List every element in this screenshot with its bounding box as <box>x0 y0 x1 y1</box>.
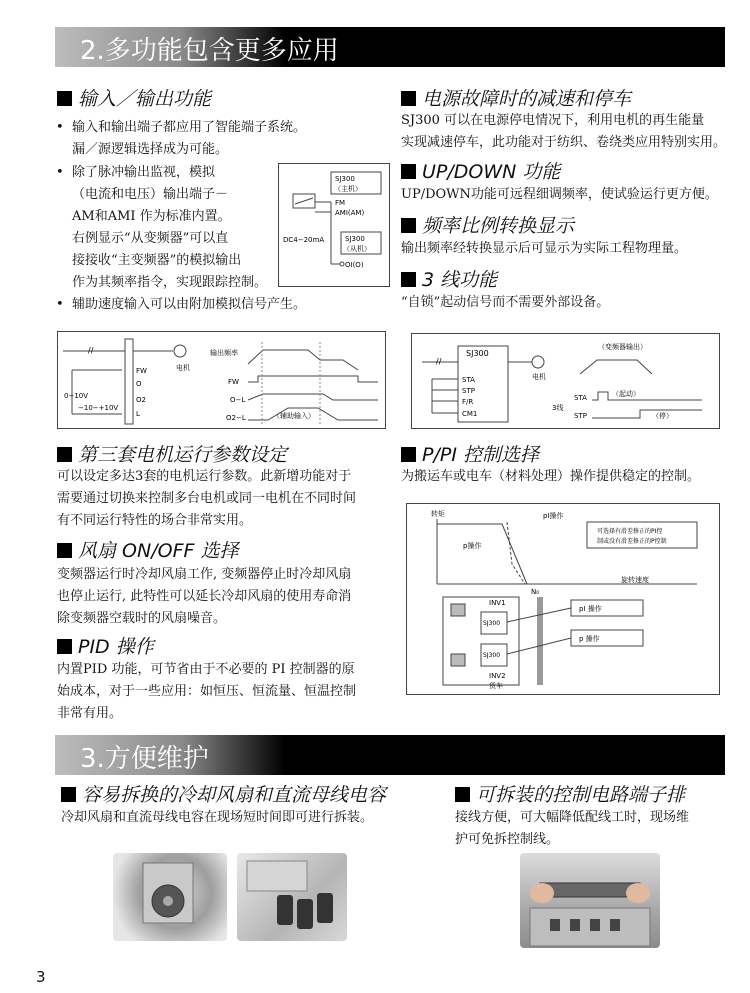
fig-master-label: SJ300 <box>335 175 355 183</box>
fig-fm-label: FM <box>335 199 346 207</box>
left-fig-to2l: O2−L <box>226 414 246 422</box>
left-fig-range2: −10−+10V <box>78 404 119 412</box>
right-fig-fr: F/R <box>462 398 474 406</box>
io-b2-line: 右例显示“从变频器”可以直 <box>72 231 229 246</box>
ppi-heading-text: P/PI 控制选择 <box>422 444 539 466</box>
heading-square-icon <box>401 218 416 233</box>
maint-heading-1 <box>61 780 386 807</box>
fig-ami-label: AMI(AM) <box>335 209 365 217</box>
io-b2-line: （电流和电压）输出端子－ <box>72 187 229 202</box>
fan-text <box>57 564 351 630</box>
maint-text-2 <box>455 807 689 851</box>
io-heading-text: 输入／输出功能 <box>78 88 212 110</box>
pid-line: 非常有用。 <box>57 706 123 721</box>
left-fig-tol: O−L <box>230 396 246 404</box>
third-heading <box>57 440 287 467</box>
three-text <box>401 292 609 314</box>
right-fig-stp: STP <box>462 387 475 395</box>
maint-t2-line: 接线方便，可大幅降低配线工时，现场维 <box>455 810 690 825</box>
bullet-icon: • <box>56 297 64 312</box>
ppi-note2: 制或没有滑差修正的P控制 <box>597 538 667 545</box>
left-fig-aux: （辅助输入） <box>273 412 315 420</box>
maint-t1-line: 冷却风扇和直流母线电容在现场短时间即可进行拆装。 <box>61 810 374 825</box>
heading-square-icon <box>401 164 416 179</box>
fig-slave-sub: （从机） <box>343 245 371 253</box>
fan-removal-photo <box>113 853 227 941</box>
section-3-title: 3.方便维护 <box>80 744 209 774</box>
left-fig-motor-label: 电机 <box>176 364 190 372</box>
pid-heading <box>57 632 154 659</box>
section-2-banner <box>55 27 725 67</box>
ppi-note1: 可选择有滑差修正的PI控 <box>597 528 663 535</box>
ppi-figure <box>406 503 720 695</box>
ratio-heading-text: 频率比例转换显示 <box>422 215 575 237</box>
right-fig-stop: （停） <box>652 412 673 420</box>
left-fig-fw: FW <box>136 367 147 375</box>
io-bullet-2 <box>56 162 268 294</box>
ppi-sj1: SJ300 <box>483 620 501 627</box>
ppi-sj2: SJ300 <box>483 652 501 659</box>
heading-square-icon <box>57 447 72 462</box>
ratio-text <box>401 238 687 260</box>
ppi-speed: 旋转速度 <box>621 576 649 584</box>
right-fig-tsta: STA <box>574 394 587 402</box>
maint-t2-line: 护可免拆控制线。 <box>455 832 560 847</box>
ppi-pi-op: pI操作 <box>543 512 564 520</box>
pid-line: 始成本，对于一些应用：如恒压、恒流量、恒温控制 <box>57 684 357 699</box>
third-line: 需要通过切换来控制多台电机或同一电机在不同时间 <box>57 491 357 506</box>
third-text <box>57 466 356 532</box>
maint-h2-text: 可拆装的控制电路端子排 <box>476 784 686 806</box>
ppi-torque: 转矩 <box>431 510 445 518</box>
heading-square-icon <box>57 639 72 654</box>
maint-text-1 <box>61 807 373 829</box>
master-slave-svg <box>279 164 389 286</box>
left-fig-outfreq: 输出频率 <box>210 349 238 357</box>
page-number: 3 <box>36 968 46 986</box>
heading-square-icon <box>401 272 416 287</box>
three-wire-svg <box>412 334 719 428</box>
power-line: 实现减速停车，此功能对于纺织、卷绕类应用特别实用。 <box>401 135 727 150</box>
ppi-line: 为搬运车或电车（材料处理）操作提供稳定的控制。 <box>401 469 701 484</box>
fan-line: 变频器运行时冷却风扇工作, 变频器停止时冷却风扇 <box>57 567 352 582</box>
left-fig-tfw: FW <box>228 378 239 386</box>
ratio-heading <box>401 211 574 238</box>
capacitor-photo-svg <box>237 853 347 941</box>
fig-oi-label: OI(O) <box>345 261 364 269</box>
ppi-p-label: p 操作 <box>579 635 600 643</box>
left-fig-range1: 0−10V <box>64 392 89 400</box>
pid-heading-text: PID 操作 <box>78 636 154 658</box>
power-heading-text: 电源故障时的减速和停车 <box>422 88 632 110</box>
power-text <box>401 110 726 154</box>
io-bullet-3 <box>56 294 307 316</box>
heading-square-icon <box>61 787 76 802</box>
right-fig-invout: （变频器输出） <box>598 343 647 351</box>
io-b1-line: 输入和输出端子都应用了智能端子系统。 <box>72 120 307 135</box>
io-b2-line: 除了脉冲输出监视，模拟 <box>72 165 216 180</box>
left-fig-l: L <box>136 410 140 418</box>
third-line: 有不同运行特性的场合非常实用。 <box>57 513 253 528</box>
heading-square-icon <box>57 91 72 106</box>
right-fig-3line: 3线 <box>552 404 564 412</box>
io-heading <box>57 84 211 111</box>
left-fig-o2: O2 <box>136 396 146 404</box>
io-b2-line: 接接收“主变频器”的模拟输出 <box>72 253 242 268</box>
fig-dc-label: DC4−20mA <box>283 236 325 244</box>
ppi-heading <box>401 440 539 467</box>
three-wire-figure <box>411 333 720 429</box>
third-line: 可以设定多达3套的电机运行参数。此新增功能对于 <box>57 469 352 484</box>
ppi-inv1: INV1 <box>489 599 506 607</box>
third-heading-text: 第三套电机运行参数设定 <box>78 444 288 466</box>
power-line: SJ300 可以在电源停电情况下，利用电机的再生能量 <box>401 113 705 128</box>
ppi-p-op: p操作 <box>463 542 482 550</box>
ppi-n0: N₀ <box>531 588 540 596</box>
analog-input-figure <box>57 331 386 429</box>
ppi-cart: 货车 <box>489 682 503 690</box>
updown-heading <box>401 157 560 184</box>
three-line: “自锁”起动信号而不需要外部设备。 <box>401 295 610 310</box>
fig-master-sub: （主机） <box>334 185 362 193</box>
ppi-inv2: INV2 <box>489 672 506 680</box>
ppi-pi-label: pI 操作 <box>579 605 602 613</box>
updown-text <box>401 184 718 206</box>
three-heading-text: 3 线功能 <box>422 269 498 291</box>
ppi-text <box>401 466 700 488</box>
right-fig-sj: SJ300 <box>466 349 489 358</box>
svg-text://: // <box>436 357 442 366</box>
section-3-banner <box>55 735 725 775</box>
io-b2-line: 作为其频率指令，实现跟踪控制。 <box>72 275 268 290</box>
pid-line: 内置PID 功能，可节省由于不必要的 PI 控制器的原 <box>57 662 355 677</box>
section-2-title: 2.多功能包含更多应用 <box>80 36 339 66</box>
analog-input-svg <box>58 332 385 428</box>
pid-text <box>57 659 356 725</box>
right-fig-start: （起动） <box>612 390 640 398</box>
bullet-icon: • <box>56 120 64 135</box>
maint-heading-2 <box>455 780 685 807</box>
fan-heading-text: 风扇 ON/OFF 选择 <box>78 540 239 562</box>
fig-slave-label: SJ300 <box>345 235 365 243</box>
heading-square-icon <box>401 91 416 106</box>
maint-h1-text: 容易拆换的冷却风扇和直流母线电容 <box>82 784 387 806</box>
terminal-block-photo <box>520 853 660 948</box>
fan-line: 除变频器空载时的风扇噪音。 <box>57 611 227 626</box>
fan-photo-svg <box>113 853 227 941</box>
io-b3-line: 辅助速度输入可以由附加模拟信号产生。 <box>72 297 307 312</box>
right-fig-cm1: CM1 <box>462 410 478 418</box>
svg-text://: // <box>88 346 94 355</box>
fan-heading <box>57 536 238 563</box>
right-fig-sta: STA <box>462 376 475 384</box>
right-fig-motor: 电机 <box>532 373 546 381</box>
three-heading <box>401 265 497 292</box>
heading-square-icon <box>401 447 416 462</box>
capacitor-removal-photo <box>237 853 347 941</box>
heading-square-icon <box>57 543 72 558</box>
master-slave-figure <box>278 163 390 287</box>
left-fig-o: O <box>136 380 142 388</box>
power-heading <box>401 84 631 111</box>
bullet-icon: • <box>56 165 64 180</box>
ppi-svg <box>407 504 719 694</box>
io-bullet-1 <box>56 117 307 161</box>
updown-line: UP/DOWN功能可远程细调频率，使试验运行更方便。 <box>401 187 718 202</box>
io-b2-line: AM和AMI 作为标准内置。 <box>72 209 231 224</box>
io-b1-line: 漏／源逻辑选择成为可能。 <box>72 142 229 157</box>
heading-square-icon <box>455 787 470 802</box>
fan-line: 也停止运行, 此特性可以延长冷却风扇的使用寿命消 <box>57 589 352 604</box>
ratio-line: 输出频率经转换显示后可显示为实际工程物理量。 <box>401 241 688 256</box>
updown-heading-text: UP/DOWN 功能 <box>422 161 561 183</box>
terminal-photo-svg <box>520 853 660 948</box>
right-fig-tstp: STP <box>574 412 587 420</box>
